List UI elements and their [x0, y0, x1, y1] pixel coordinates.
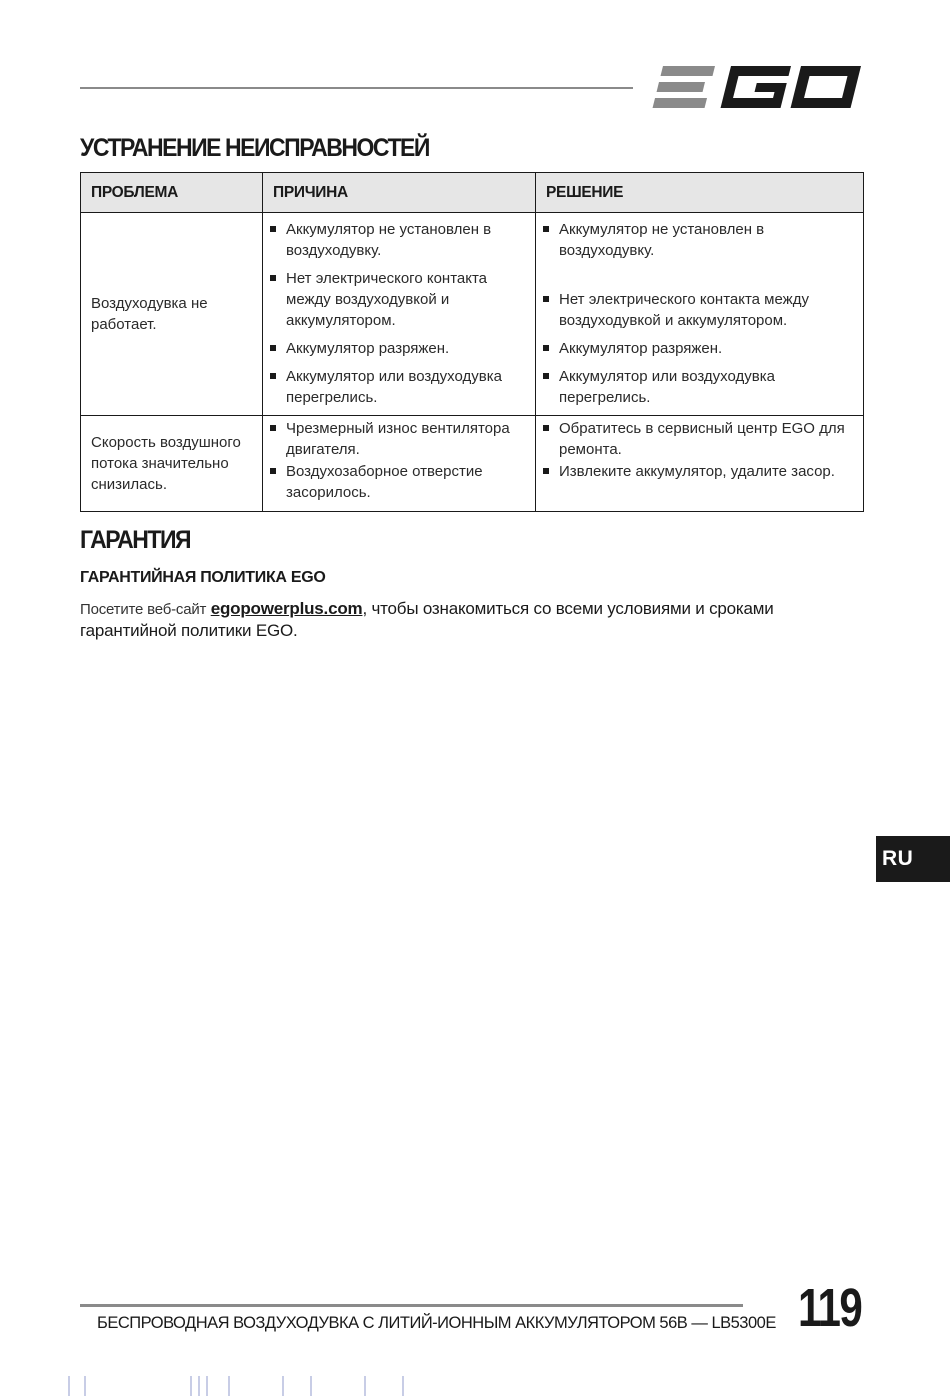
problem-cell: Скорость воздушного потока значительно снизилась.	[81, 416, 263, 512]
list-item: Нет электрического контакта между воздуходувкой и аккумулятором.	[269, 268, 529, 331]
logo-e-bottom	[653, 98, 707, 108]
scan-mark	[364, 1376, 366, 1396]
scan-mark	[310, 1376, 312, 1396]
header-rule	[80, 87, 633, 89]
scan-mark	[228, 1376, 230, 1396]
warranty-rest: , чтобы ознакомиться со всеми условиями и сроками гарантийной политики EGO.	[80, 599, 774, 640]
table-row	[81, 213, 864, 416]
cause-list	[263, 416, 535, 503]
list-item: Аккумулятор не установлен в воздуходувку.	[542, 219, 857, 261]
scan-mark	[68, 1376, 70, 1396]
cause-cell	[263, 416, 536, 512]
solution-list	[536, 416, 863, 482]
footer-text: БЕСПРОВОДНАЯ ВОЗДУХОДУВКА С ЛИТИЙ-ИОННЫМ АККУМУЛЯТОРОМ 56В — LB5300E	[97, 1314, 776, 1332]
language-badge: RU	[876, 836, 950, 882]
warranty-lead: Посетите веб-сайт	[80, 601, 207, 618]
warranty-text	[80, 598, 850, 641]
header-cause: ПРИЧИНА	[263, 173, 536, 213]
logo-e-middle	[657, 82, 705, 92]
scan-mark	[198, 1376, 200, 1396]
list-item: Нет электрического контакта между воздуходувкой и аккумулятором.	[542, 289, 857, 331]
scan-mark	[402, 1376, 404, 1396]
troubleshooting-table	[80, 172, 864, 512]
list-item: Извлеките аккумулятор, удалите засор.	[542, 461, 857, 482]
logo-o	[791, 66, 861, 108]
cause-cell	[263, 213, 536, 416]
list-item: Аккумулятор разряжен.	[269, 338, 529, 359]
warranty-subtitle: ГАРАНТИЙНАЯ ПОЛИТИКА EGO	[80, 569, 326, 586]
solution-list	[536, 213, 863, 408]
header-problem: ПРОБЛЕМА	[81, 173, 263, 213]
warranty-title: ГАРАНТИЯ	[80, 526, 191, 554]
logo-e-top	[661, 66, 715, 76]
table-header-row	[81, 173, 864, 213]
ego-logo-icon	[650, 62, 862, 112]
scan-marks	[60, 1374, 460, 1398]
scan-mark	[206, 1376, 208, 1396]
footer-rule	[80, 1304, 743, 1307]
list-item: Аккумулятор или воздуходувка перегрелись.	[269, 366, 529, 408]
solution-cell	[536, 213, 864, 416]
logo-g	[721, 66, 791, 108]
list-item: Аккумулятор разряжен.	[542, 338, 857, 359]
scan-mark	[190, 1376, 192, 1396]
list-item: Аккумулятор не установлен в воздуходувку.	[269, 219, 529, 261]
header-solution: РЕШЕНИЕ	[536, 173, 864, 213]
problem-cell: Воздуходувка не работает.	[81, 213, 263, 416]
scan-mark	[282, 1376, 284, 1396]
list-item: Аккумулятор или воздуходувка перегрелись.	[542, 366, 857, 408]
warranty-link[interactable]: egopowerplus.com	[210, 599, 363, 618]
troubleshooting-title: УСТРАНЕНИЕ НЕИСПРАВНОСТЕЙ	[80, 134, 429, 162]
list-item: Обратитесь в сервисный центр EGO для ремонта.	[542, 418, 857, 460]
page-number: 119	[798, 1278, 862, 1338]
list-item: Воздухозаборное отверстие засорилось.	[269, 461, 529, 503]
table-row	[81, 416, 864, 512]
list-item: Чрезмерный износ вентилятора двигателя.	[269, 418, 529, 460]
solution-cell	[536, 416, 864, 512]
cause-list	[263, 213, 535, 408]
ego-logo-svg	[650, 62, 862, 112]
scan-mark	[84, 1376, 86, 1396]
